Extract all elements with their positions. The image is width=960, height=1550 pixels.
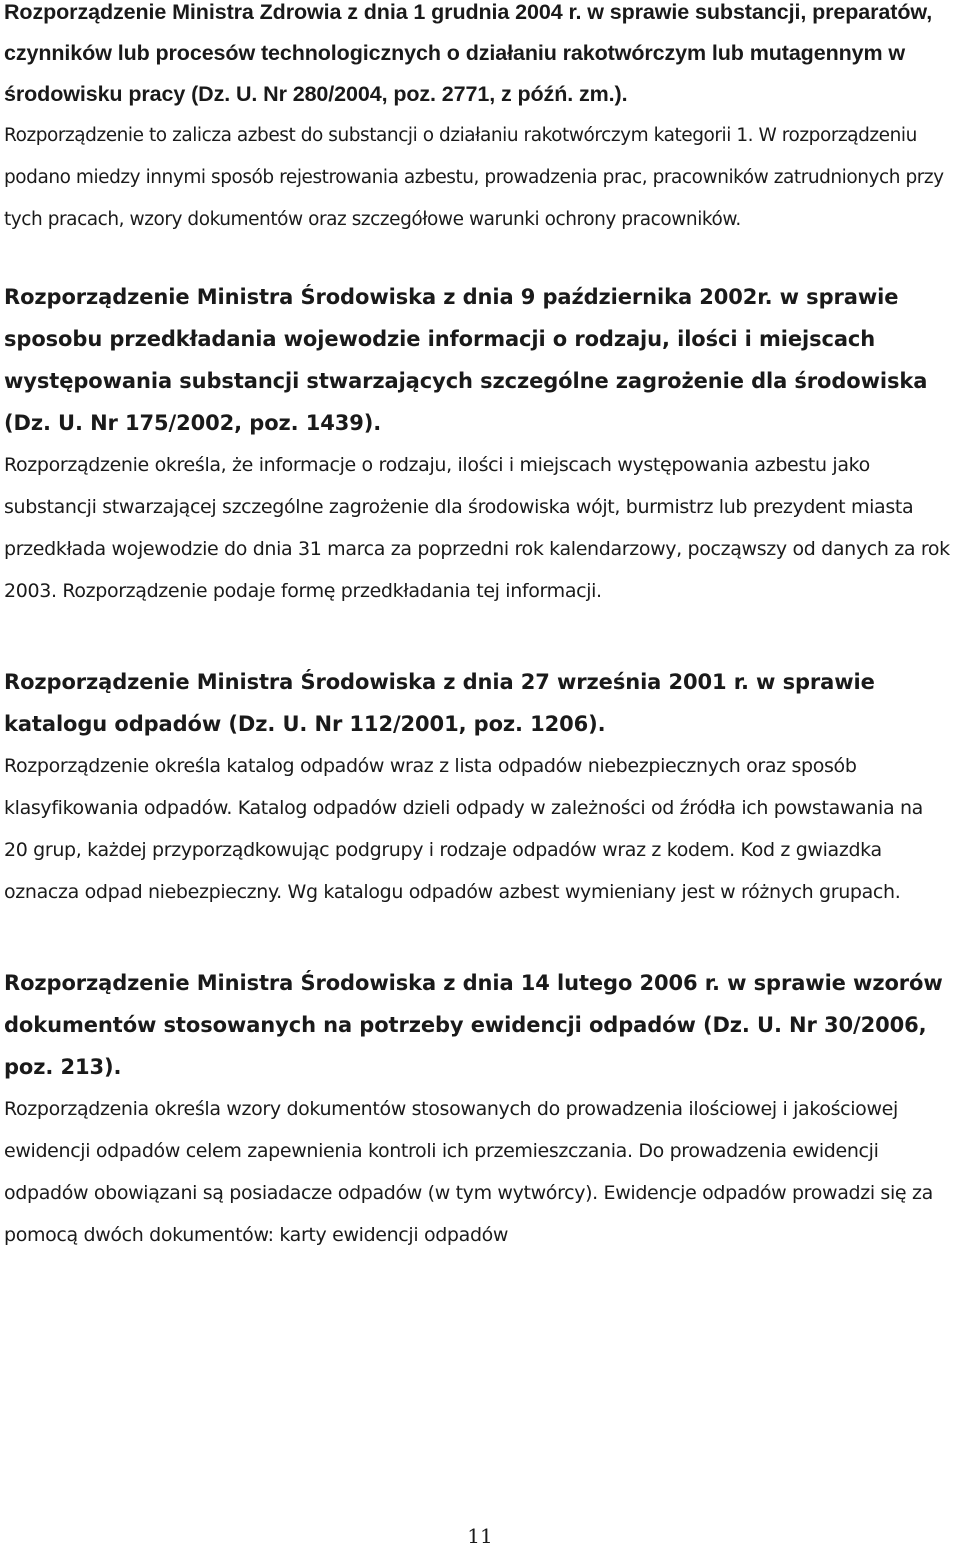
regulation-section-environment-2002 [4, 276, 952, 612]
regulation-section-health-2004 [4, 0, 952, 241]
regulation-section-environment-2001 [4, 661, 952, 913]
spacer [4, 913, 952, 962]
section-body: Rozporządzenie określa, że informacje o rodzaju, ilości i miejscach występowania azbestu jako substancji stwarzającej szczególne zagrożenie dla środowiska wójt, burmistrz lub prezydent miasta przedkłada wojewodzie do dnia 31 marca za poprzedni rok kalendarzowy, począwszy od danych za rok 2003. Rozporządzenie podaje formę przedkładania tej informacji. [4, 454, 950, 602]
section-body: Rozporządzenie określa katalog odpadów wraz z lista odpadów niebezpiecznych oraz sposób klasyfikowania odpadów. Katalog odpadów dzieli odpady w zależności od źródła ich powstawania na 20 grup, każdej przyporządkowując podgrupy i rodzaje odpadów wraz z kodem. Kod z gwiazdka oznacza odpad niebezpieczny. Wg katalogu odpadów azbest wymieniany jest w różnych grupach. [4, 755, 923, 903]
section-body: Rozporządzenie to zalicza azbest do substancji o działaniu rakotwórczym kategorii 1. W rozporządzeniu podano miedzy innymi sposób rejestrowania azbestu, prowadzenia prac, pracowników zatrudnionych przy tych pracach, wzory dokumentów oraz szczegółowe warunki ochrony pracowników. [4, 125, 944, 230]
spacer [4, 241, 952, 276]
section-heading: Rozporządzenie Ministra Środowiska z dnia 27 września 2001 r. w sprawie katalogu odpadów (Dz. U. Nr 112/2001, poz. 1206). [4, 670, 875, 736]
section-body: Rozporządzenia określa wzory dokumentów stosowanych do prowadzenia ilościowej i jakościowej ewidencji odpadów celem zapewnienia kontroli ich przemieszczania. Do prowadzenia ewidencji odpadów obowiązani są posiadacze odpadów (w tym wytwórcy). Ewidencje odpadów prowadzi się za pomocą dwóch dokumentów: karty ewidencji odpadów [4, 1098, 933, 1246]
page-number: 11 [467, 1524, 493, 1548]
section-heading: Rozporządzenie Ministra Zdrowia z dnia 1 grudnia 2004 r. w sprawie substancji, preparatów, czynników lub procesów technologicznych o działaniu rakotwórczym lub mutagennym w środowisku pracy (Dz. U. Nr 280/2004, poz. 2771, z późń. zm.). [4, 0, 933, 106]
section-heading: Rozporządzenie Ministra Środowiska z dnia 14 lutego 2006 r. w sprawie wzorów dokumentów stosowanych na potrzeby ewidencji odpadów (Dz. U. Nr 30/2006, poz. 213). [4, 971, 943, 1079]
document-page [4, 0, 952, 1256]
regulation-section-environment-2006 [4, 962, 952, 1256]
spacer [4, 612, 952, 661]
section-heading: Rozporządzenie Ministra Środowiska z dnia 9 października 2002r. w sprawie sposobu przedkładania wojewodzie informacji o rodzaju, ilości i miejscach występowania substancji stwarzających szczególne zagrożenie dla środowiska (Dz. U. Nr 175/2002, poz. 1439). [4, 285, 928, 435]
